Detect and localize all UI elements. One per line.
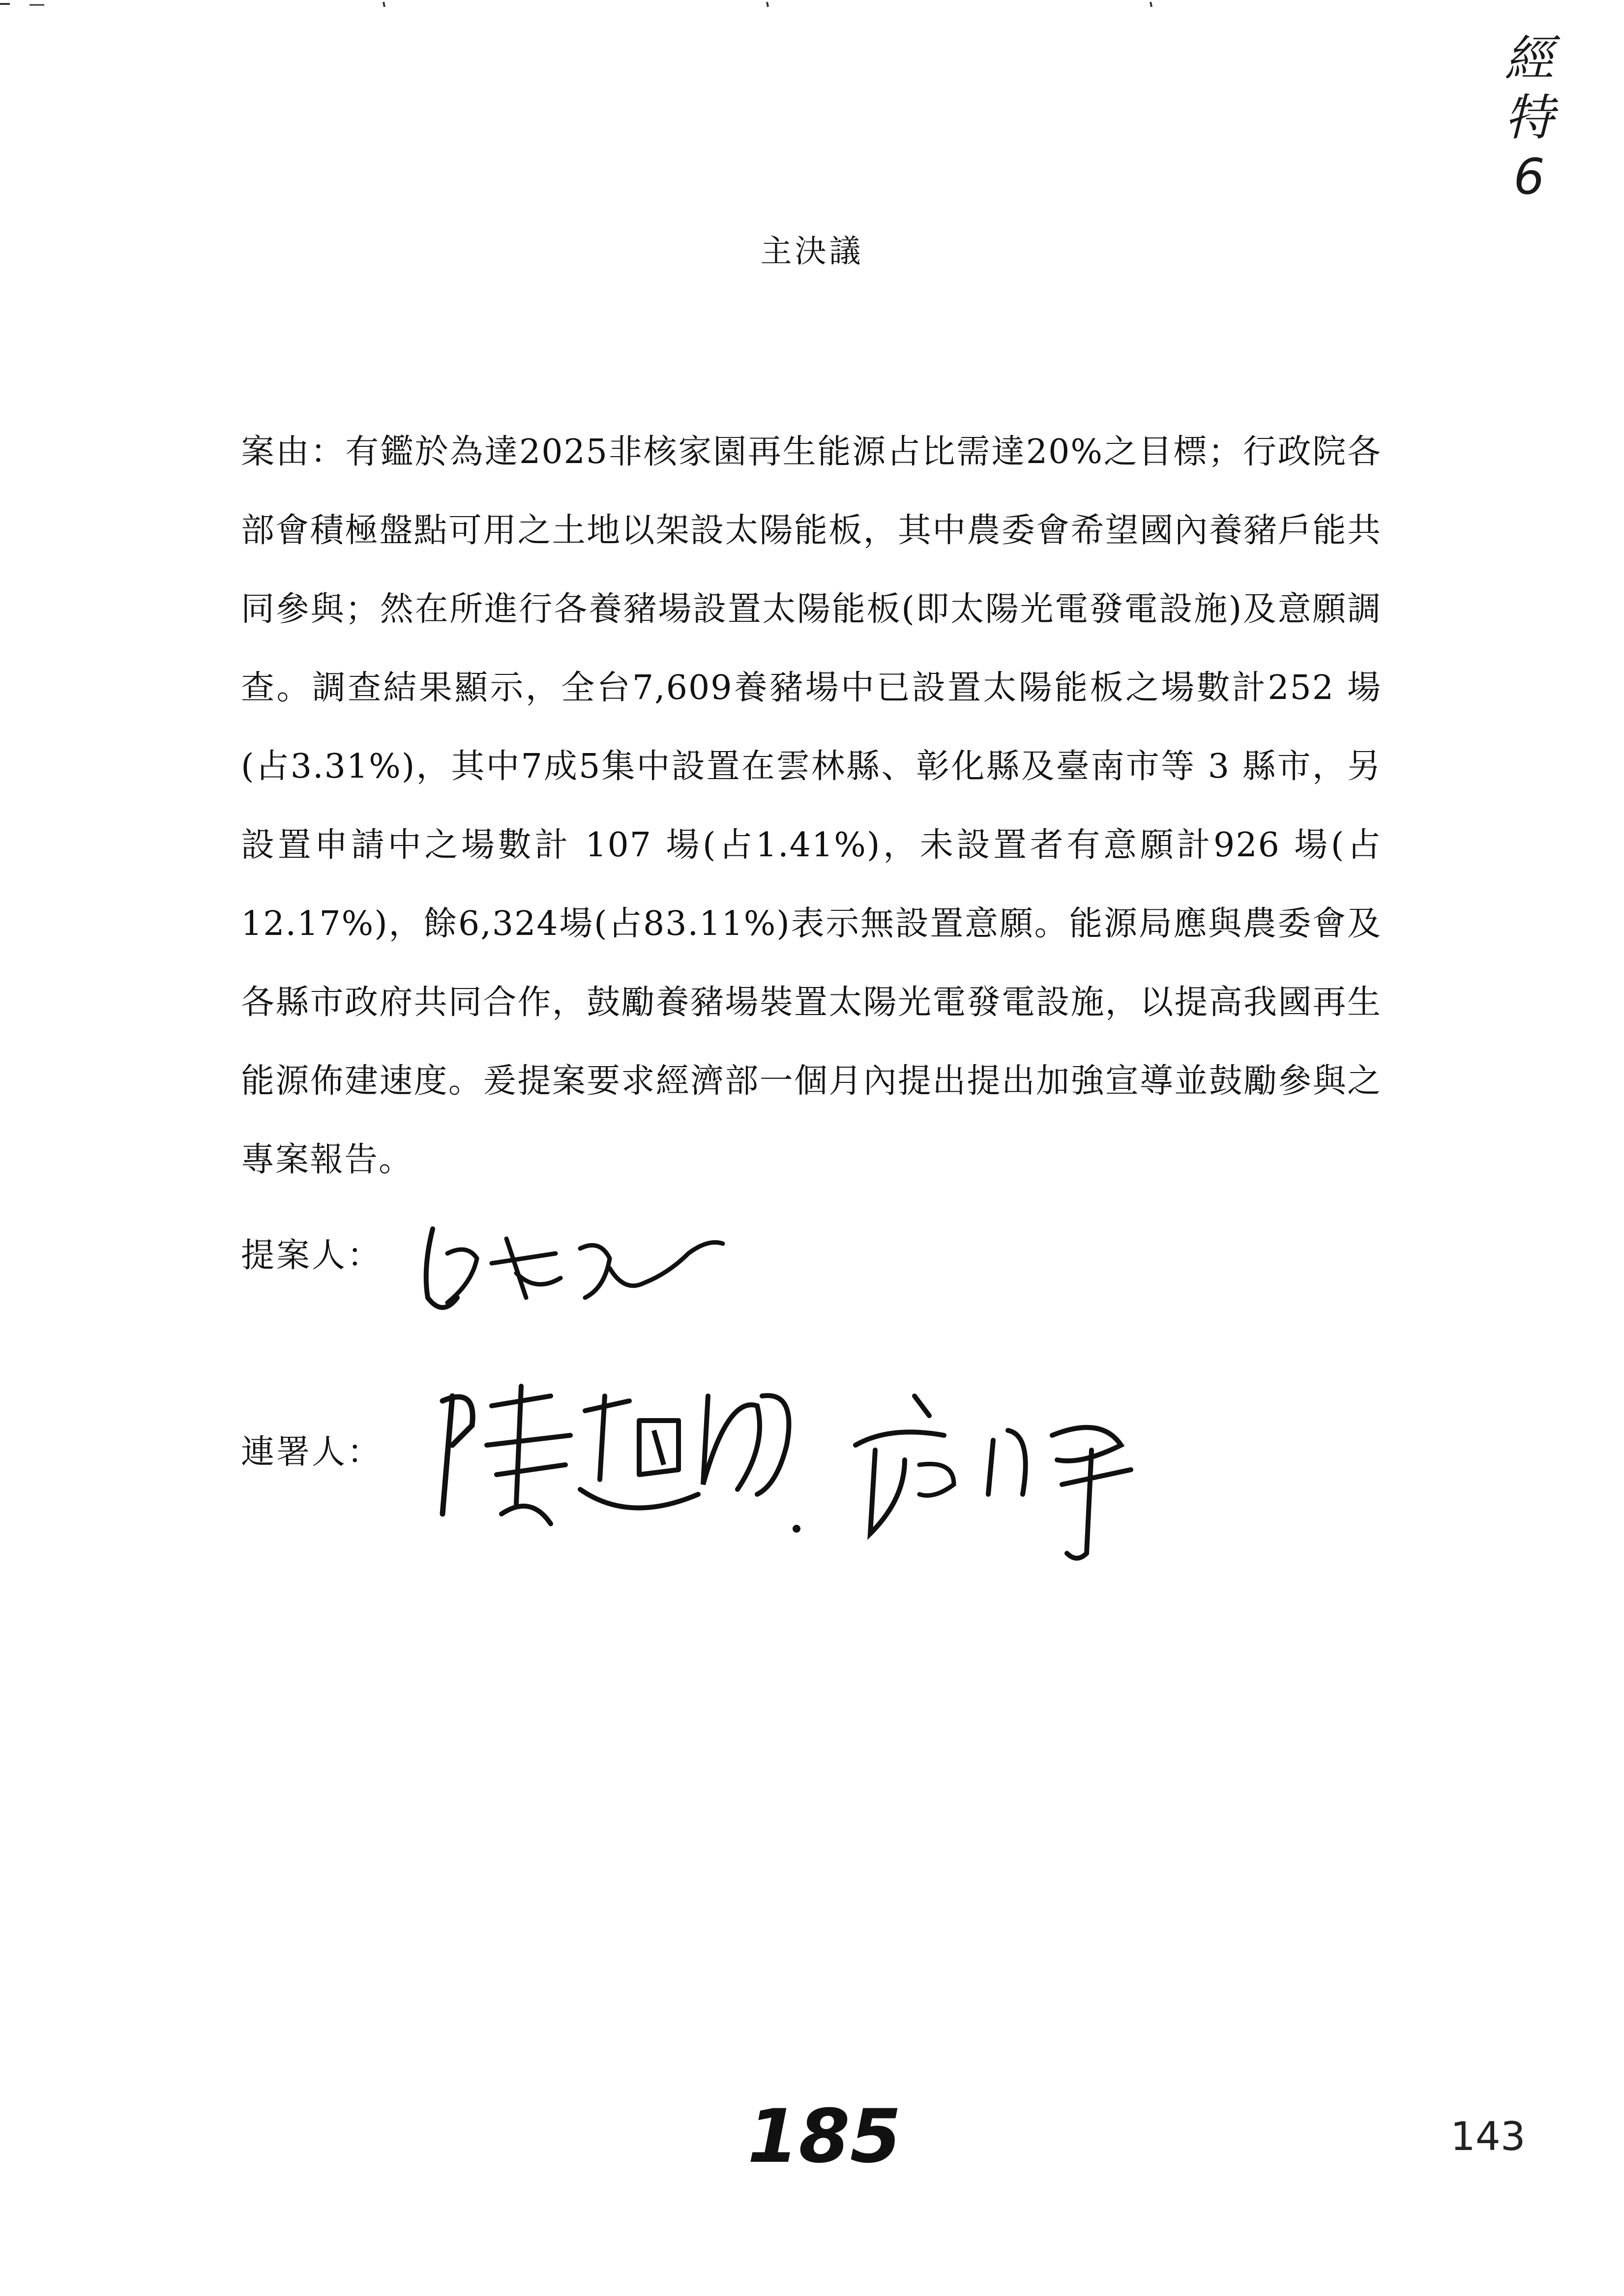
cosigner-label: 連署人： — [241, 1433, 383, 1472]
cosigner-signature-1 — [423, 1366, 816, 1553]
proposer-row — [241, 1229, 383, 1277]
resolution-body-text: 案由：有鑑於為達2025非核家園再生能源占比需達20%之目標；行政院各部會積極盤點可用之土地以架設太陽能板，其中農委會希望國內養豬戶能共同參與；然在所進行各養豬場設置太陽能板(即太陽光電發電設施)及意願調查。調查結果顯示，全台7,609養豬場中已設置太陽能板之場數計252 場(占3.31%)，其中7成5集中設置在雲林縣、彰化縣及臺南市等 3 縣市，另設置申請中之場數計 107 場(占1.41%)，未設置者有意願計926 場(占12.17%)，餘6,324場(占83.11%)表示無設置意願。能源局應與農委會及各縣市政府共同合作，鼓勵養豬場裝置太陽光電發電設施，以提高我國再生能源佈建速度。爰提案要求經濟部一個月內提出提出加強宣導並鼓勵參與之專案報告。 — [241, 433, 1382, 1179]
corner-note-line-2: 特 — [1505, 89, 1554, 146]
proposer-signature — [413, 1199, 733, 1327]
corner-page-number: 143 — [1450, 2114, 1526, 2159]
document-title: 主決議 — [760, 233, 864, 270]
corner-note-line-3: 6 — [1513, 148, 1545, 205]
scan-edge-marks — [0, 0, 1624, 20]
cosigner-signature-2 — [846, 1386, 1190, 1573]
corner-note-line-1: 經 — [1505, 30, 1554, 87]
cosigner-row — [241, 1425, 383, 1473]
corner-handwritten-note — [1485, 29, 1573, 206]
handwritten-page-number: 185 — [747, 2094, 902, 2180]
proposer-label: 提案人： — [241, 1236, 383, 1275]
